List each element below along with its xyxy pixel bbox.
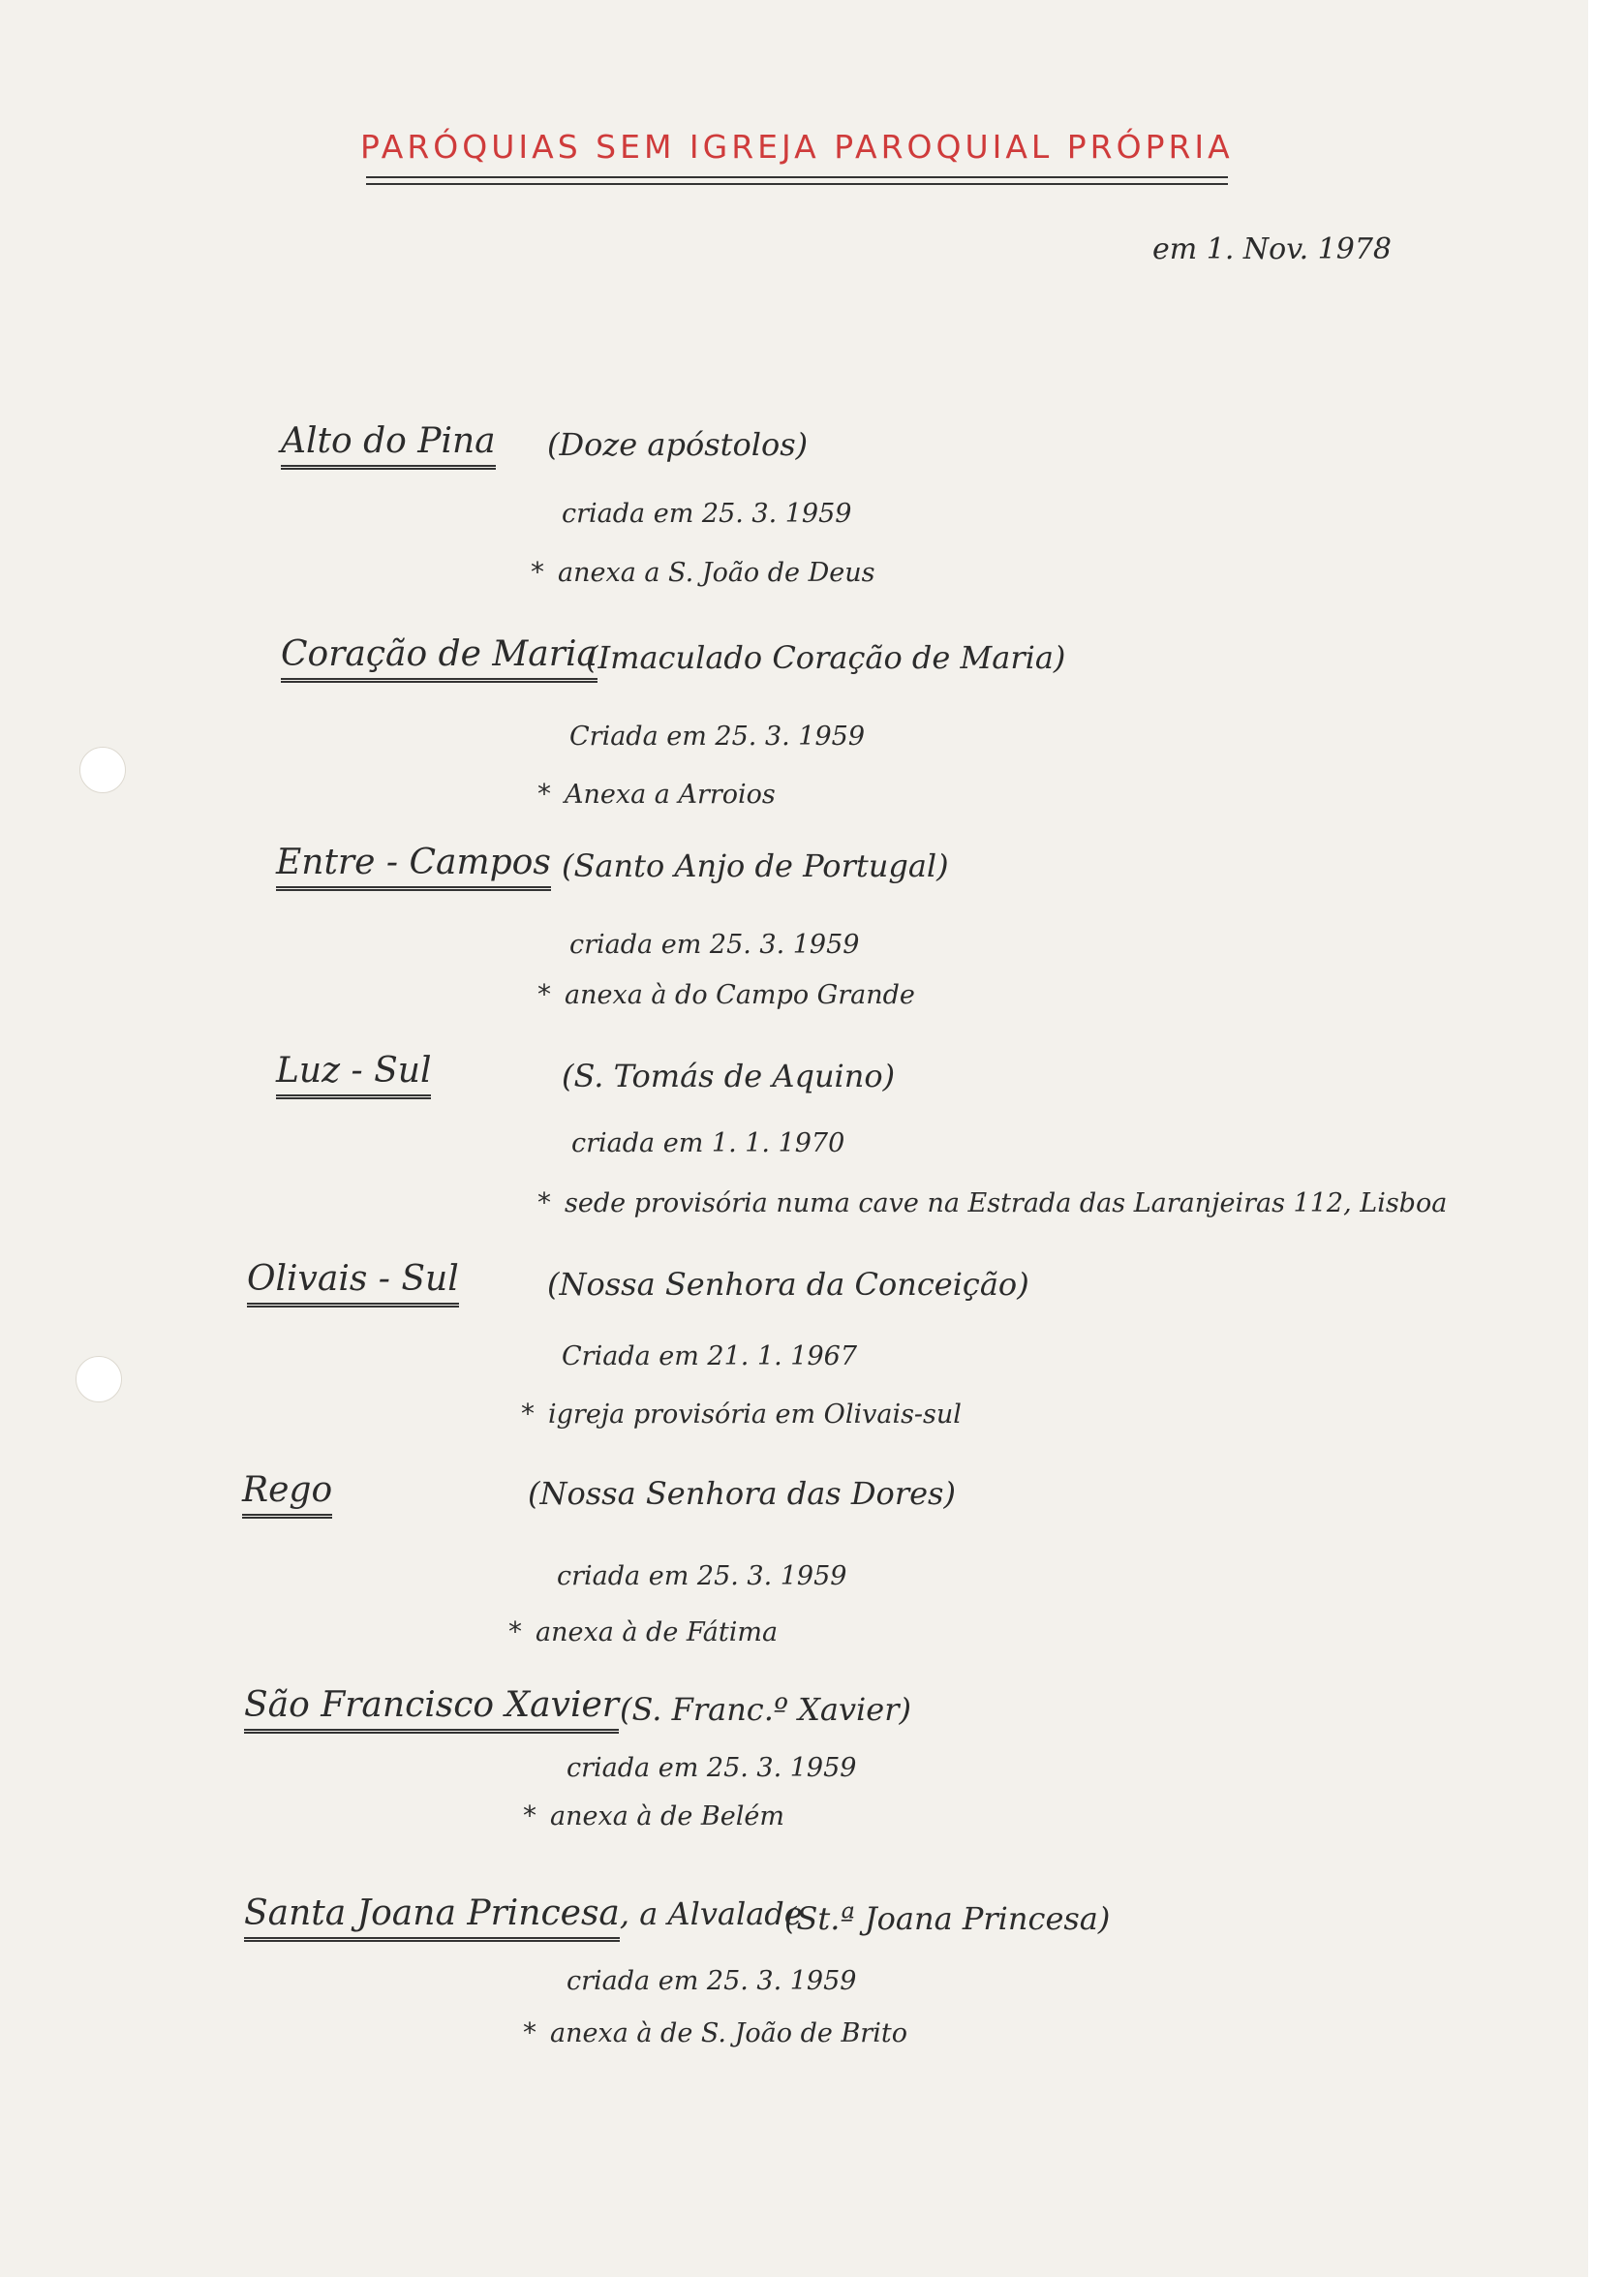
parish-name: Coração de Maria (281, 634, 598, 683)
parish-heading (247, 1259, 459, 1308)
parish-note (523, 1800, 784, 1831)
parish-note-text: Anexa a Arroios (565, 780, 776, 810)
parish-note-text: anexa à de Fátima (536, 1617, 779, 1647)
parish-name: Alto do Pina (281, 421, 496, 470)
parish-note (537, 978, 915, 1010)
parish-created: criada em 25. 3. 1959 (567, 1753, 857, 1783)
parish-dedication: (S. Franc.º Xavier) (620, 1691, 911, 1728)
parish-note-text: anexa à de Belém (550, 1801, 784, 1831)
parish-created: Criada em 21. 1. 1967 (562, 1341, 858, 1371)
asterisk-marker: * (508, 1615, 522, 1647)
parish-name: Entre - Campos (276, 843, 551, 891)
asterisk-marker: * (531, 556, 544, 588)
parish-dedication: (Imaculado Coração de Maria) (586, 639, 1066, 676)
parish-created: criada em 25. 3. 1959 (567, 1966, 857, 1996)
asterisk-marker: * (537, 778, 551, 810)
parish-name-suffix: , a Alvalade (619, 1895, 803, 1932)
asterisk-marker: * (537, 1186, 551, 1218)
parish-note-text: anexa à do Campo Grande (565, 980, 915, 1010)
parish-note (508, 1615, 778, 1647)
asterisk-marker: * (521, 1398, 535, 1430)
parish-created: criada em 25. 3. 1959 (562, 499, 852, 529)
punch-hole-bottom (76, 1356, 122, 1402)
parish-name: Santa Joana Princesa (244, 1893, 620, 1942)
parish-heading (281, 634, 598, 683)
parish-name: Olivais - Sul (247, 1259, 459, 1308)
parish-created: Criada em 25. 3. 1959 (569, 722, 866, 752)
parish-note (523, 2016, 907, 2048)
parish-heading (244, 1685, 619, 1734)
parish-dedication: (S. Tomás de Aquino) (562, 1058, 896, 1094)
punch-hole-top (79, 747, 126, 793)
parish-heading (281, 421, 496, 470)
parish-note-text: anexa a S. João de Deus (558, 558, 875, 588)
parish-note-text: igreja provisória em Olivais-sul (548, 1400, 962, 1430)
parish-note (531, 556, 874, 588)
parish-dedication: (Nossa Senhora da Conceição) (547, 1266, 1029, 1303)
parish-heading (276, 1051, 431, 1099)
parish-created: criada em 25. 3. 1959 (569, 930, 860, 960)
parish-note (521, 1398, 962, 1430)
parish-heading (242, 1470, 332, 1519)
parish-heading (276, 843, 551, 891)
parish-note-text: anexa à de S. João de Brito (550, 2018, 907, 2048)
parish-created: criada em 1. 1. 1970 (571, 1128, 845, 1158)
parish-note-text: sede provisória numa cave na Estrada das Laranjeiras 112, Lisboa (565, 1188, 1448, 1218)
parish-dedication: (Doze apóstolos) (547, 426, 809, 463)
parish-name: Rego (242, 1470, 332, 1519)
parish-heading (244, 1893, 803, 1942)
asterisk-marker: * (523, 2016, 536, 2048)
parish-note (537, 1186, 1447, 1218)
asterisk-marker: * (523, 1800, 536, 1831)
document-title: PARÓQUIAS SEM IGREJA PAROQUIAL PRÓPRIA (360, 128, 1234, 166)
title-underline (366, 176, 1228, 185)
parish-dedication: (Santo Anjo de Portugal) (562, 847, 949, 884)
parish-dedication: (Nossa Senhora das Dores) (528, 1475, 956, 1512)
parish-created: criada em 25. 3. 1959 (557, 1561, 847, 1591)
document-date: em 1. Nov. 1978 (1152, 232, 1393, 266)
asterisk-marker: * (537, 978, 551, 1010)
parish-name: São Francisco Xavier (244, 1685, 619, 1734)
parish-note (537, 778, 776, 810)
parish-name: Luz - Sul (276, 1051, 431, 1099)
scan-margin (1588, 0, 1624, 2277)
parish-dedication: (St.ª Joana Princesa) (784, 1900, 1111, 1937)
